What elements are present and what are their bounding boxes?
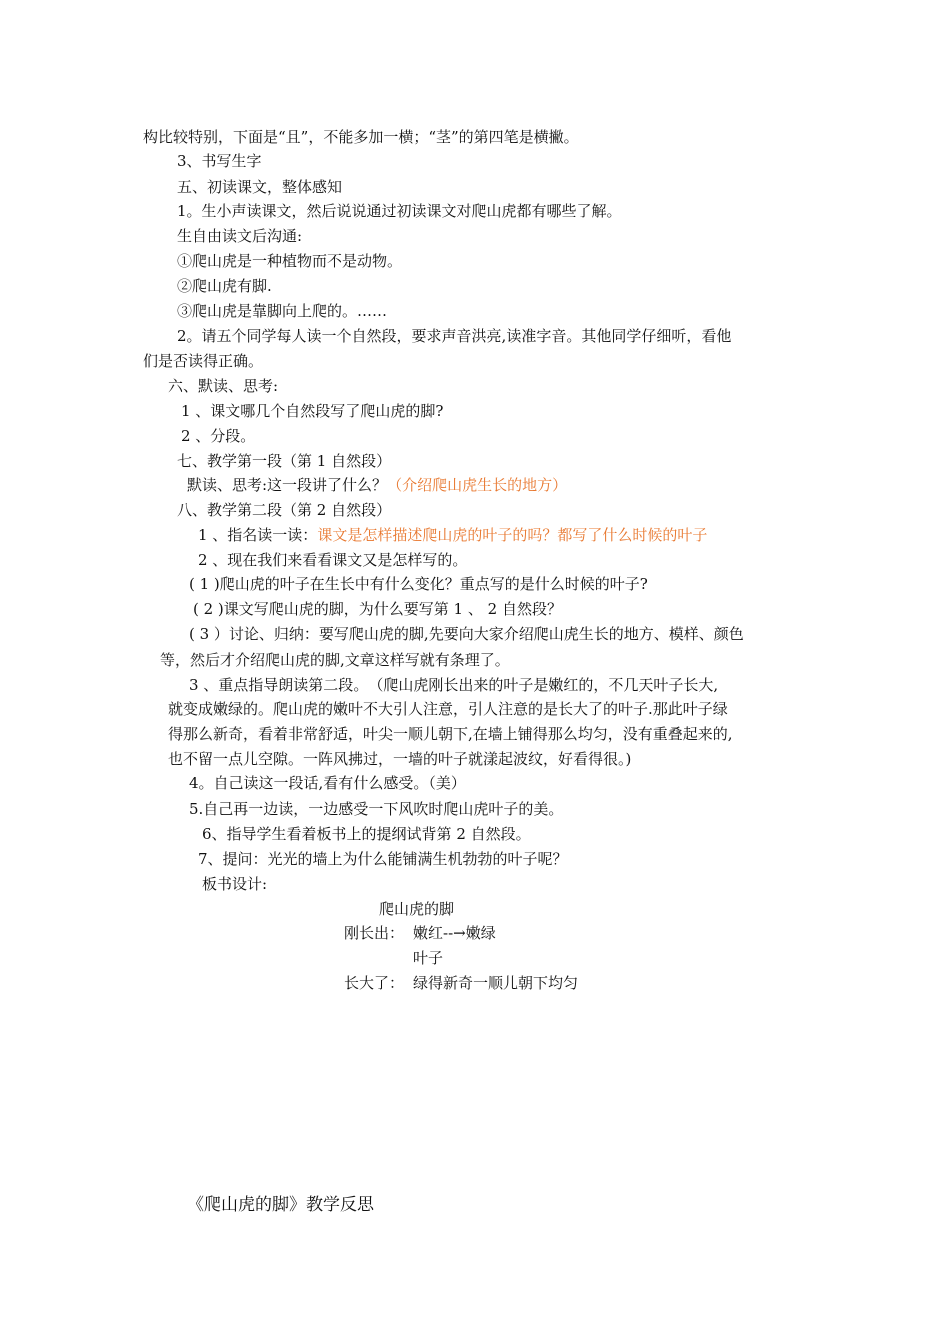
text-line: 1。生小声读课文，然后说说通过初读课文对爬山虎都有哪些了解。 <box>177 202 622 220</box>
list-item: ①爬山虎是一种植物而不是动物。 <box>177 252 403 270</box>
text-line: 6、指导学生看着板书上的提纲试背第 2 自然段。 <box>202 825 531 843</box>
board-row-label: 长大了： <box>344 974 405 992</box>
text-line: 2。请五个同学每人读一个自然段，要求声音洪亮,读准字音。其他同学仔细听，看他 <box>177 327 732 345</box>
text-line: 构比较特别，下面是“且”，不能多加一横；“茎”的第四笔是横撇。 <box>143 128 579 146</box>
text-line: 1 、课文哪几个自然段写了爬山虎的脚? <box>181 402 444 420</box>
text-line: 2 、现在我们来看看课文又是怎样写的。 <box>198 551 468 569</box>
answer-highlight: （介绍爬山虎生长的地方） <box>387 476 568 494</box>
board-row-value: 叶子 <box>413 949 444 967</box>
list-item: ②爬山虎有脚. <box>177 277 272 295</box>
text-line: 就变成嫩绿的。爬山虎的嫩叶不大引人注意，引人注意的是长大了的叶子.那此叶子绿 <box>168 700 728 718</box>
text-line: 等，然后才介绍爬山虎的脚,文章这样写就有条理了。 <box>160 651 510 669</box>
text-line: 们是否读得正确。 <box>143 352 264 370</box>
text-line <box>187 475 567 495</box>
text-line: 也不留一点儿空隙。一阵风拂过，一墙的叶子就漾起波纹，好看得很。) <box>168 750 632 768</box>
text-line: 板书设计: <box>202 875 268 893</box>
section-heading: 五、初读课文，整体感知 <box>177 178 343 196</box>
text-line: 3、书写生字 <box>177 152 262 170</box>
reflection-title: 《爬山虎的脚》教学反思 <box>187 1195 374 1215</box>
text-line: 5.自己再一边读，一边感受一下风吹时爬山虎叶子的美。 <box>189 800 564 818</box>
text-line: 生自由读文后沟通: <box>177 227 303 245</box>
board-title: 爬山虎的脚 <box>379 900 455 918</box>
list-item: ③爬山虎是靠脚向上爬的。…… <box>177 302 388 320</box>
text-line: ( 3 ）讨论、归纳：要写爬山虎的脚,先要向大家介绍爬山虎生长的地方、模样、颜色 <box>189 625 744 643</box>
instruction-text: 1 、指名读一读： <box>198 526 318 544</box>
text-line: 2 、分段。 <box>181 427 256 445</box>
text-line: 得那么新奇，看着非常舒适，叶尖一顺儿朝下,在墙上铺得那么均匀，没有重叠起来的, <box>168 725 733 743</box>
question-highlight: 课文是怎样描述爬山虎的叶子的吗？都写了什么时候的叶子 <box>317 526 708 544</box>
section-heading: 七、教学第一段（第 1 自然段） <box>177 452 392 470</box>
board-row-label: 刚长出： <box>344 924 405 942</box>
text-line <box>198 525 707 545</box>
text-line: ( 1 )爬山虎的叶子在生长中有什么变化？重点写的是什么时候的叶子? <box>189 575 648 593</box>
section-heading: 六、默读、思考: <box>168 377 279 395</box>
section-heading: 八、教学第二段（第 2 自然段） <box>177 501 392 519</box>
text-line: ( 2 )课文写爬山虎的脚，为什么要写第 1 、 2 自然段？ <box>193 600 562 618</box>
board-row-value: 嫩红--→嫩绿 <box>413 924 496 942</box>
text-line: 7、提问：光光的墙上为什么能铺满生机勃勃的叶子呢？ <box>198 850 568 868</box>
board-row-value: 绿得新奇一顺儿朝下均匀 <box>413 974 579 992</box>
text-line: 4。自己读这一段话,看有什么感受。（美） <box>189 774 466 792</box>
text-line: 3 、重点指导朗读第二段。 （爬山虎刚长出来的叶子是嫩红的，不几天叶子长大, <box>189 676 719 694</box>
question-text: 默读、思考:这一段讲了什么？ <box>187 476 388 494</box>
